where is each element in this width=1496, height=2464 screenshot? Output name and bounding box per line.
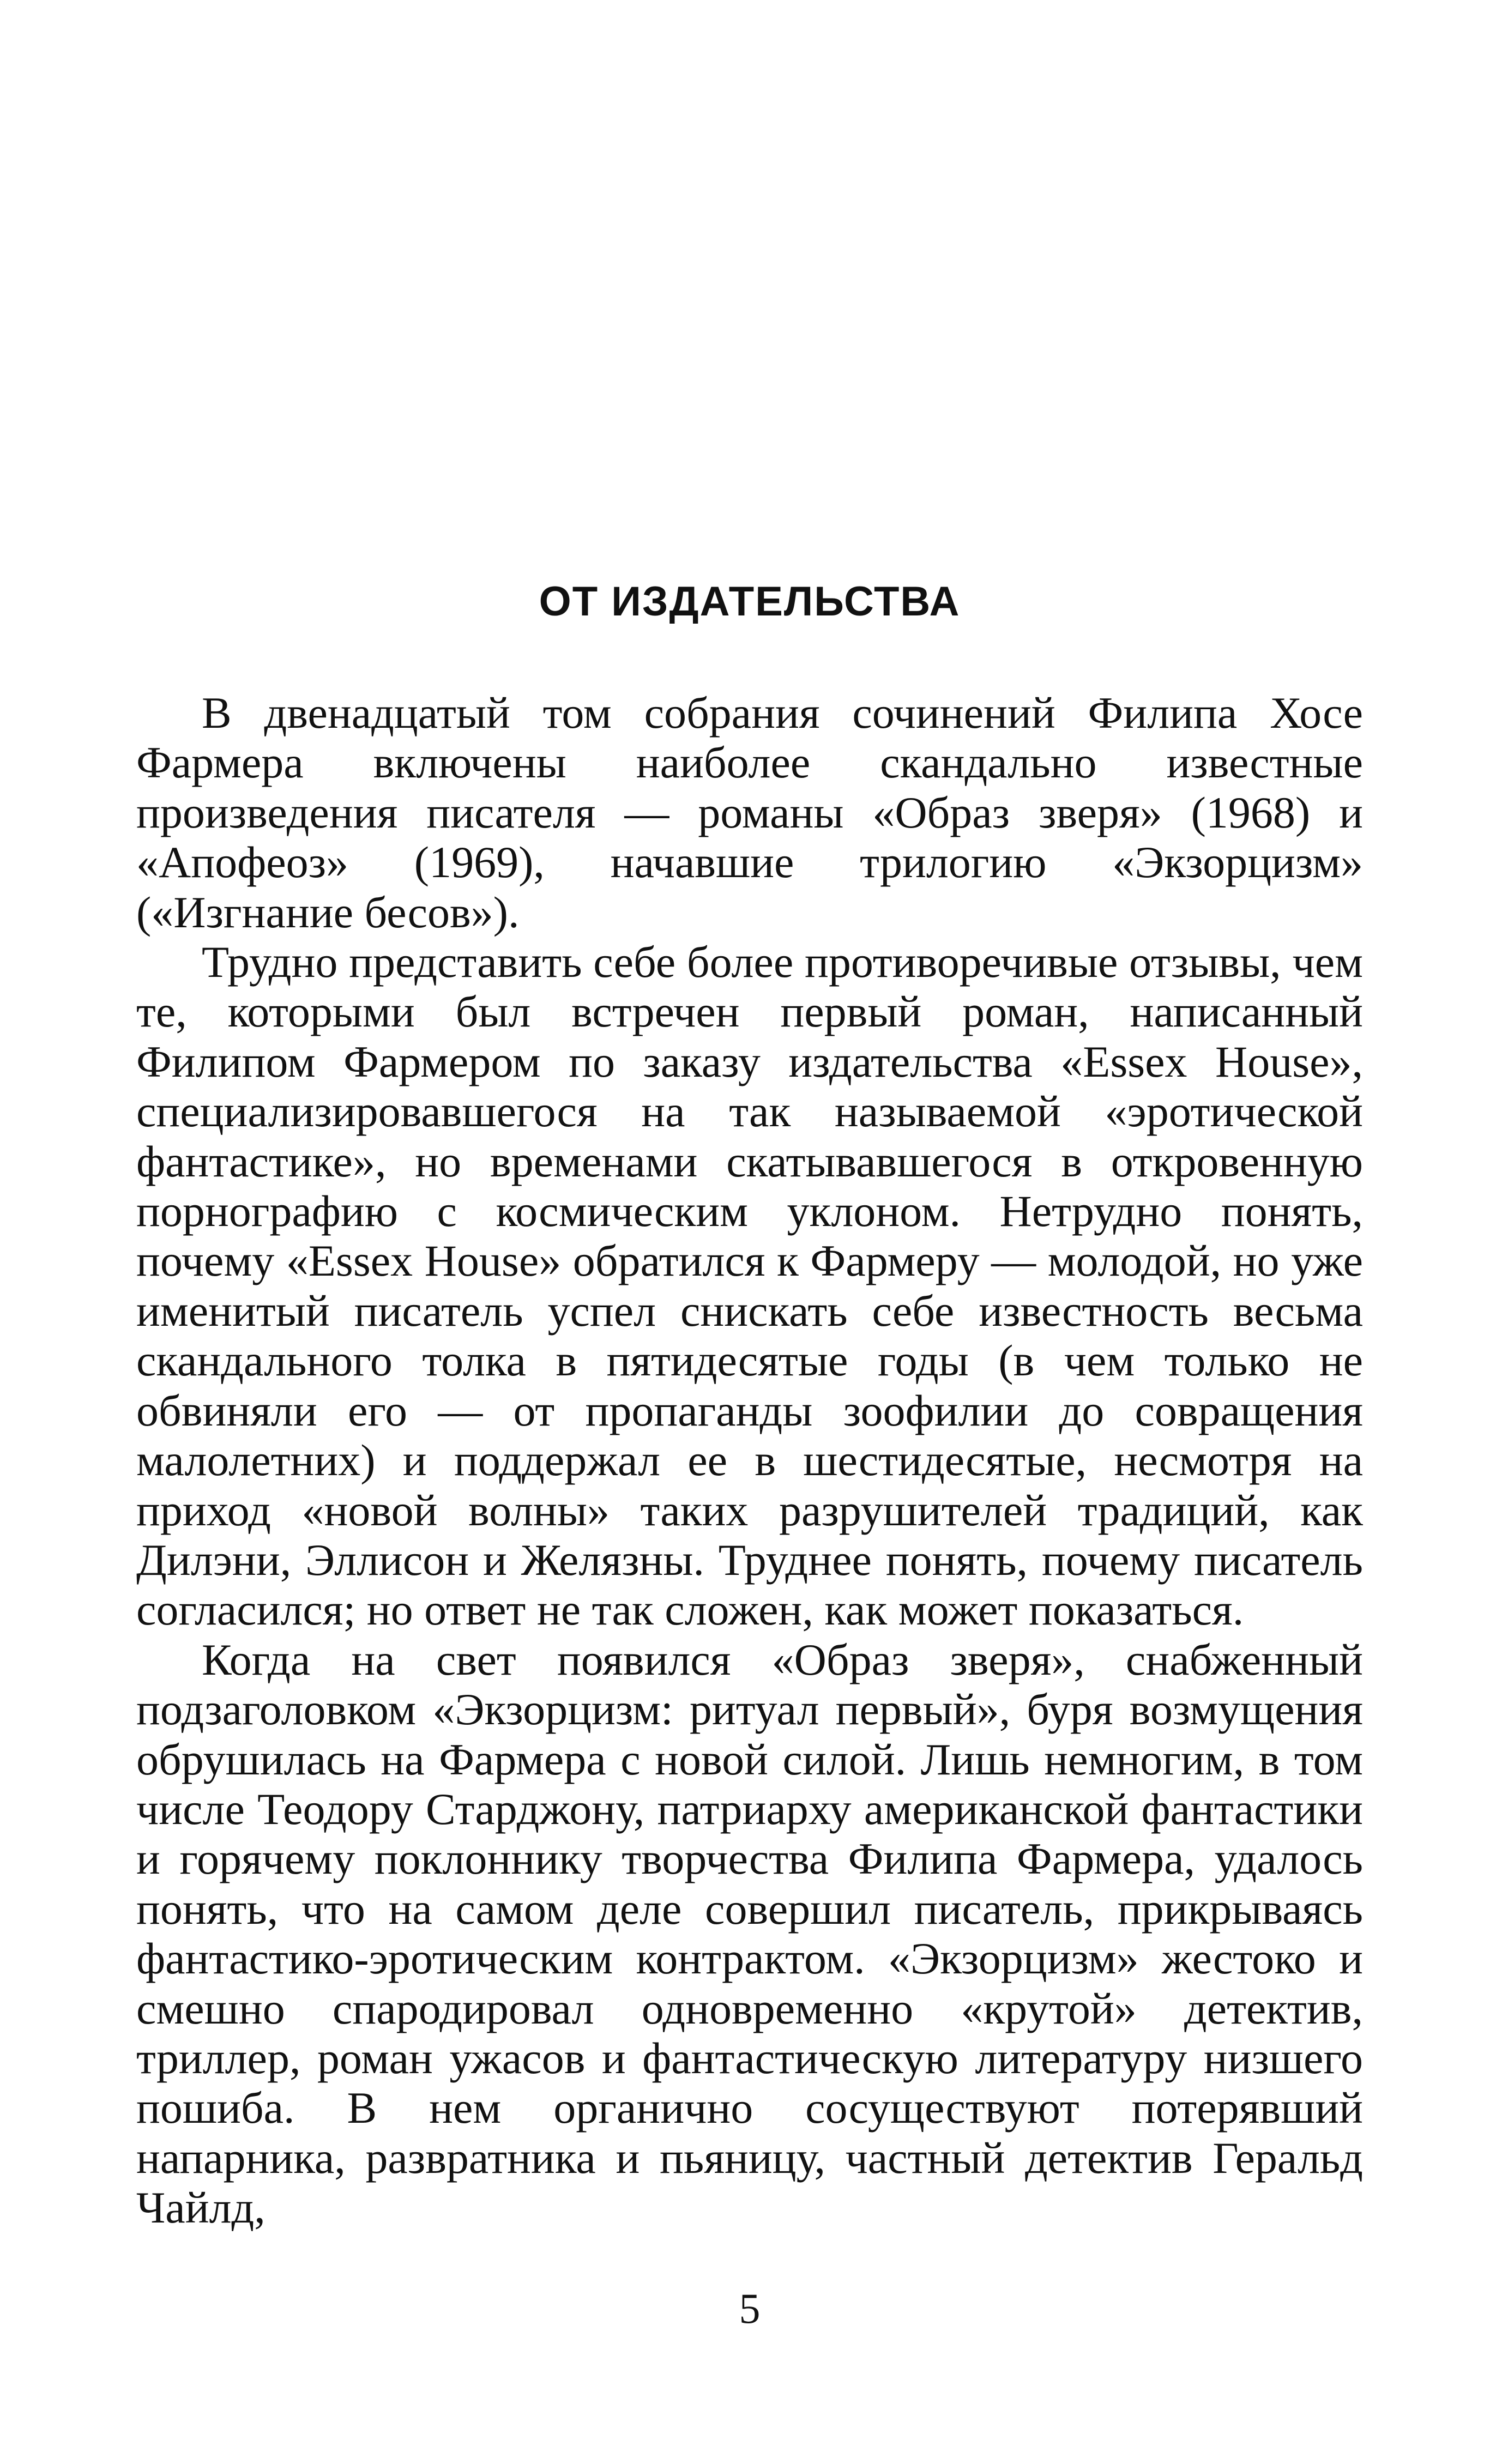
paragraph-2: Трудно представить себе более противоречивые отзывы, чем те, которыми был встречен первый роман, написанный Филипом Фармером по заказу издательства «Essex House», специализировавшегося на так называемой «эротической фантастике», но временами скатывавшегося в откровенную порнографию с космическим уклоном. Нетрудно понять, почему «Essex House» обратился к Фармеру — молодой, но уже именитый писатель успел снискать себе известность весьма скандального толка в пятидесятые годы (в чем только не обвиняли его — от пропаганды зоофилии до совращения малолетних) и поддержал ее в шестидесятые, несмотря на приход «новой волны» таких разрушителей традиций, как Дилэни, Эллисон и Желязны. Труднее понять, почему писатель согласился; но ответ не так сложен, как может показаться. [136, 937, 1363, 1635]
section-heading: ОТ ИЗДАТЕЛЬСТВА [539, 578, 961, 625]
page-number: 5 [739, 2285, 761, 2332]
paragraph-1: В двенадцатый том собрания сочинений Филипа Хосе Фармера включены наиболее скандально известные произведения писателя — романы «Образ зверя» (1968) и «Апофеоз» (1969), начавшие трилогию «Экзорцизм» («Изгнание бесов»). [136, 688, 1363, 937]
book-page [136, 0, 1363, 2464]
body-text [136, 688, 1363, 2233]
paragraph-3: Когда на свет появился «Образ зверя», снабженный подзаголовком «Экзорцизм: ритуал первый», буря возмущения обрушилась на Фармера с новой силой. Лишь немногим, в том числе Теодору Старджону, патриарху американской фантастики и горячему поклоннику творчества Филипа Фармера, удалось понять, что на самом деле совершил писатель, прикрываясь фантастико-эротическим контрактом. «Экзорцизм» жестоко и смешно спародировал одновременно «крутой» детектив, триллер, роман ужасов и фантастическую литературу низшего пошиба. В нем органично сосуществуют потерявший напарника, развратника и пьяницу, частный детектив Геральд Чайлд, [136, 1634, 1363, 2233]
